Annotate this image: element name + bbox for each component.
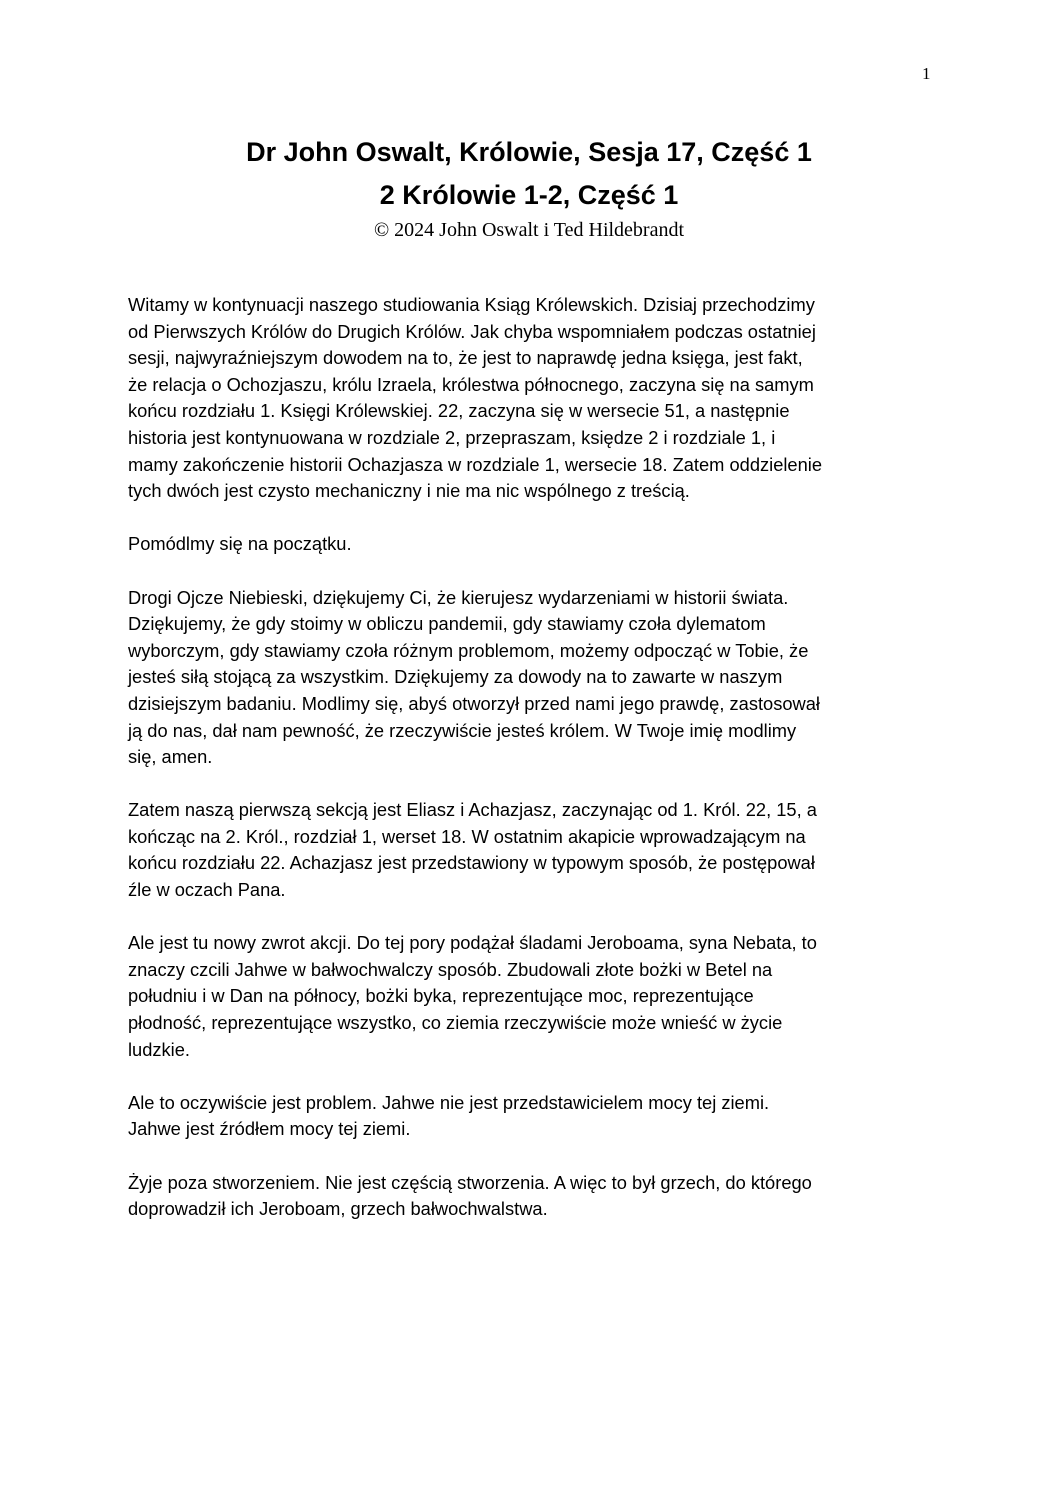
text-line: tych dwóch jest czysto mechaniczny i nie ma nic wspólnego z treścią.	[128, 480, 690, 502]
text-line: że relacja o Ochozjaszu, królu Izraela, królestwa północnego, zaczyna się na samym	[128, 373, 814, 395]
page-number: 1	[922, 64, 931, 83]
paragraph	[128, 585, 948, 771]
paragraph	[128, 930, 948, 1063]
text-line: sesji, najwyraźniejszym dowodem na to, że jest to naprawdę jedna księga, jest fakt,	[128, 347, 803, 369]
text-line: ją do nas, dał nam pewność, że rzeczywiście jesteś królem. W Twoje imię modlimy	[128, 719, 797, 741]
text-line: Żyje poza stworzeniem. Nie jest częścią stworzenia. A więc to był grzech, do którego	[128, 1171, 812, 1193]
text-line: jesteś siłą stojącą za wszystkim. Dziękujemy za dowody na to zawarte w naszym	[128, 666, 783, 688]
paragraph	[128, 292, 948, 505]
text-line: Witamy w kontynuacji naszego studiowania Ksiąg Królewskich. Dzisiaj przechodzimy	[128, 294, 815, 315]
text-line: płodność, reprezentujące wszystko, co ziemia rzeczywiście może wnieść w życie	[128, 1012, 783, 1034]
text-line: końcu rozdziału 22. Achazjasz jest przedstawiony w typowym sposób, że postępował	[128, 852, 815, 874]
text-line: Dziękujemy, że gdy stoimy w obliczu pandemii, gdy stawiamy czoła dylematom	[128, 613, 766, 635]
text-line: Zatem naszą pierwszą sekcją jest Eliasz i Achazjasz, zaczynając od 1. Król. 22, 15, a	[128, 799, 817, 821]
document-body	[128, 292, 948, 1249]
text-line: od Pierwszych Królów do Drugich Królów. Jak chyba wspomniałem podczas ostatniej	[128, 320, 816, 342]
text-line: Ale to oczywiście jest problem. Jahwe nie jest przedstawicielem mocy tej ziemi.	[128, 1091, 770, 1113]
text-line: znaczy czcili Jahwe w bałwochwalczy sposób. Zbudowali złote bożki w Betel na	[128, 958, 773, 980]
text-line: Drogi Ojcze Niebieski, dziękujemy Ci, że kierujesz wydarzeniami w historii świata.	[128, 586, 789, 608]
text-line: wyborczym, gdy stawiamy czoła różnym problemom, możemy odpocząć w Tobie, że	[128, 639, 809, 661]
text-line: ludzkie.	[128, 1038, 190, 1060]
text-line: doprowadził ich Jeroboam, grzech bałwochwalstwa.	[128, 1198, 548, 1220]
paragraph	[128, 531, 948, 558]
paragraph	[128, 1170, 948, 1223]
paragraph	[128, 797, 948, 903]
text-line: Ale jest tu nowy zwrot akcji. Do tej pory podążał śladami Jeroboama, syna Nebata, to	[128, 932, 817, 954]
text-line: południu i w Dan na północy, bożki byka, reprezentujące moc, reprezentujące	[128, 985, 754, 1007]
text-line: Pomódlmy się na początku.	[128, 533, 352, 555]
text-line: źle w oczach Pana.	[128, 879, 286, 901]
document-subtitle: 2 Królowie 1-2, Część 1	[379, 180, 679, 210]
paragraph	[128, 1090, 948, 1143]
text-line: kończąc na 2. Król., rozdział 1, werset 18. W ostatnim akapicie wprowadzającym na	[128, 825, 806, 847]
text-line: mamy zakończenie historii Ochazjasza w rozdziale 1, wersecie 18. Zatem oddzielenie	[128, 453, 822, 475]
text-line: Jahwe jest źródłem mocy tej ziemi.	[128, 1118, 411, 1140]
text-line: końcu rozdziału 1. Księgi Królewskiej. 22, zaczyna się w wersecie 51, a następnie	[128, 400, 790, 422]
text-line: się, amen.	[128, 746, 213, 768]
copyright-line: © 2024 John Oswalt i Ted Hildebrandt	[373, 219, 685, 241]
text-line: historia jest kontynuowana w rozdziale 2, przepraszam, księdze 2 i rozdziale 1, i	[128, 426, 776, 448]
text-line: dzisiejszym badaniu. Modlimy się, abyś otworzył przed nami jego prawdę, zastosował	[128, 692, 820, 714]
document-title: Dr John Oswalt, Królowie, Sesja 17, Część 1	[246, 137, 812, 167]
